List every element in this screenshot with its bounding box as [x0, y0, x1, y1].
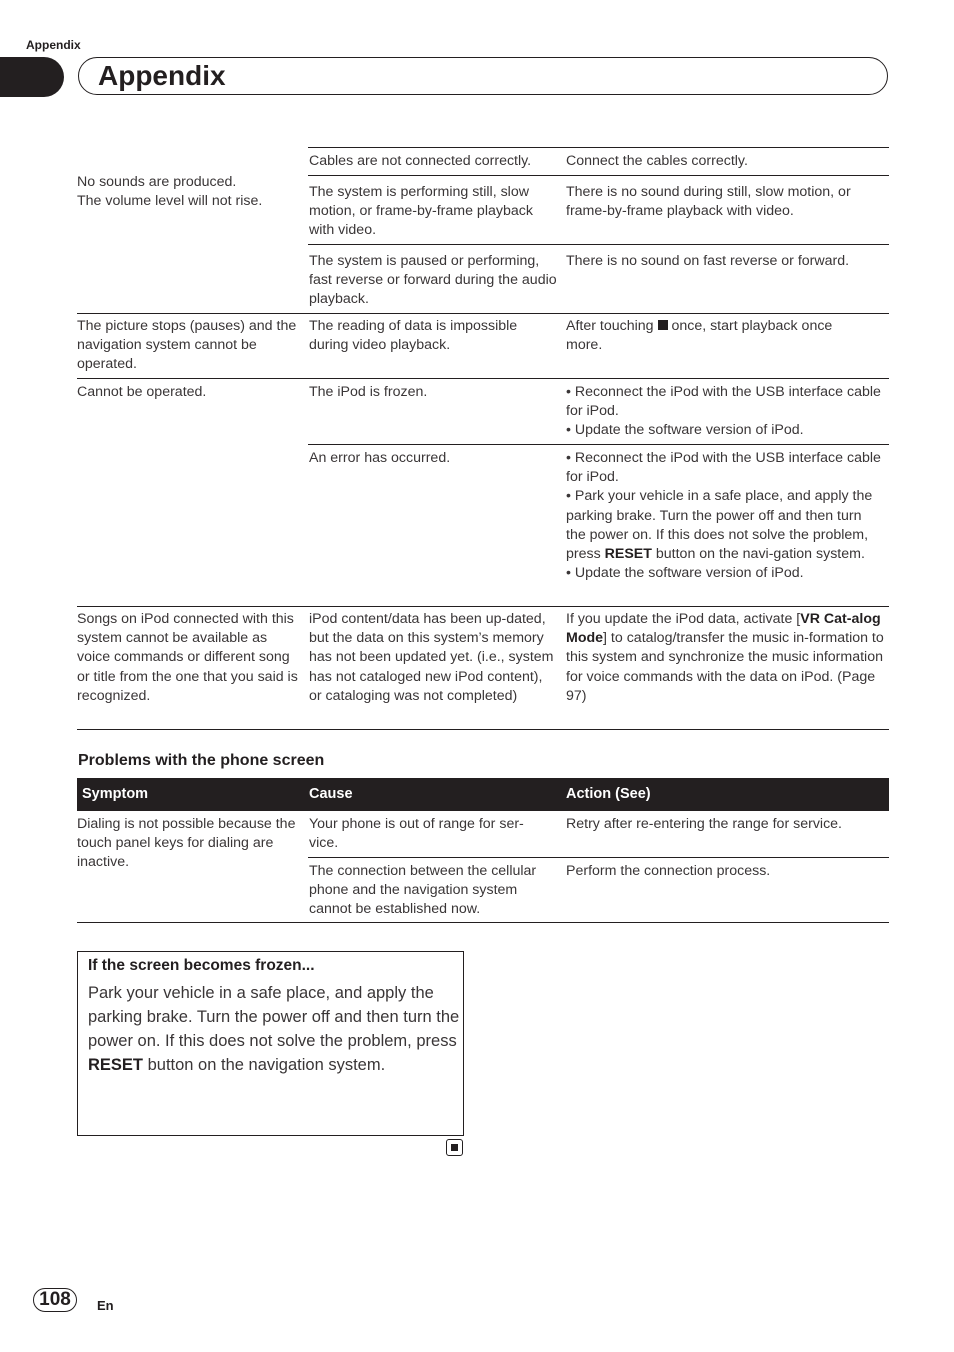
action-cell: Perform the connection process. — [566, 863, 771, 879]
note-body — [88, 981, 460, 1077]
row-divider — [308, 444, 889, 445]
page-title: Appendix — [98, 60, 226, 91]
symptom-cell: Songs on iPod connected with this system cannot be available as voice commands or different song or title from the one that you said is recognized. — [77, 611, 298, 704]
action-cell: Retry after re-entering the range for service. — [566, 816, 842, 832]
action-cell: There is no sound during still, slow motion, or frame-by-frame playback with video. — [566, 184, 851, 220]
column-header-symptom: Symptom — [82, 786, 149, 802]
action-text: • Reconnect the iPod with the USB interface cable for iPod. • Park your vehicle in a safe place, and apply the parking brake. Turn the power off and then turn the power on. If this does not solve the problem, press — [566, 450, 881, 563]
cause-cell: An error has occurred. — [309, 450, 451, 466]
symptom-cell: Cannot be operated. — [77, 384, 207, 400]
cause-cell: The system is paused or performing, fast reverse or forward during the audio playback. — [309, 253, 557, 308]
cause-cell: The iPod is frozen. — [309, 384, 428, 400]
action-text: After touching — [566, 318, 658, 334]
table-header-bar — [77, 778, 889, 811]
page-number: 108 — [39, 1289, 71, 1310]
cause-cell: Your phone is out of range for ser-vice. — [309, 816, 524, 852]
action-cell: Connect the cables correctly. — [566, 153, 748, 169]
row-divider — [77, 313, 889, 314]
action-text: button on the navi-gation system. • Update the software version of iPod. — [566, 546, 865, 582]
section-heading: Problems with the phone screen — [78, 752, 325, 769]
row-divider — [308, 857, 889, 858]
action-text: ] to catalog/transfer the music in-formation to this system and synchronize the music information for voice commands with the data on iPod. (Page 97) — [566, 630, 884, 704]
symptom-cell: The picture stops (pauses) and the navigation system cannot be operated. — [77, 318, 297, 373]
cause-cell: The connection between the cellular phone and the navigation system cannot be established now. — [309, 863, 537, 918]
row-divider — [308, 244, 889, 245]
table-bottom-rule — [77, 729, 889, 730]
action-cell: There is no sound on fast reverse or forward. — [566, 253, 850, 269]
row-divider — [77, 606, 889, 607]
table-top-rule — [308, 147, 889, 148]
row-divider — [77, 378, 889, 379]
note-text: button on the navigation system. — [143, 1056, 386, 1074]
table-bottom-rule — [77, 922, 889, 923]
stop-icon — [658, 320, 668, 330]
reset-keyword: RESET — [604, 546, 652, 563]
cause-cell: The reading of data is impossible during video playback. — [309, 318, 518, 354]
end-of-section-icon — [446, 1139, 463, 1156]
symptom-cell: No sounds are produced. The volume level will not rise. — [77, 174, 263, 210]
language-code: En — [97, 1298, 114, 1313]
column-header-cause: Cause — [309, 786, 353, 802]
cause-cell: iPod content/data has been up-dated, but the data on this system’s memory has not been updated yet. (i.e., system has not cataloged new iPod content), or cataloging was not completed) — [309, 611, 554, 704]
note-text: Park your vehicle in a safe place, and apply the parking brake. Turn the power off and then turn the power on. If this does not solve the problem, press — [88, 984, 460, 1050]
column-header-action: Action (See) — [566, 786, 651, 802]
vr-catalog-mode-keyword: VR Cat-alog Mode — [566, 611, 881, 647]
action-cell — [566, 449, 884, 583]
running-head: Appendix — [26, 38, 81, 52]
action-cell — [566, 317, 871, 355]
note-title: If the screen becomes frozen... — [88, 957, 315, 974]
section-tab-marker — [0, 57, 64, 97]
cause-cell: The system is performing still, slow motion, or frame-by-frame playback with video. — [309, 184, 533, 239]
symptom-cell: Dialing is not possible because the touch panel keys for dialing are inactive. — [77, 816, 296, 871]
action-text: once, start playback once more. — [566, 318, 833, 354]
action-cell — [566, 610, 884, 706]
reset-keyword: RESET — [88, 1056, 144, 1074]
cause-cell: Cables are not connected correctly. — [309, 153, 532, 169]
action-cell: • Reconnect the iPod with the USB interface cable for iPod. • Update the software version of iPod. — [566, 384, 881, 439]
row-divider — [308, 175, 889, 176]
action-text: If you update the iPod data, activate [ — [566, 611, 801, 627]
